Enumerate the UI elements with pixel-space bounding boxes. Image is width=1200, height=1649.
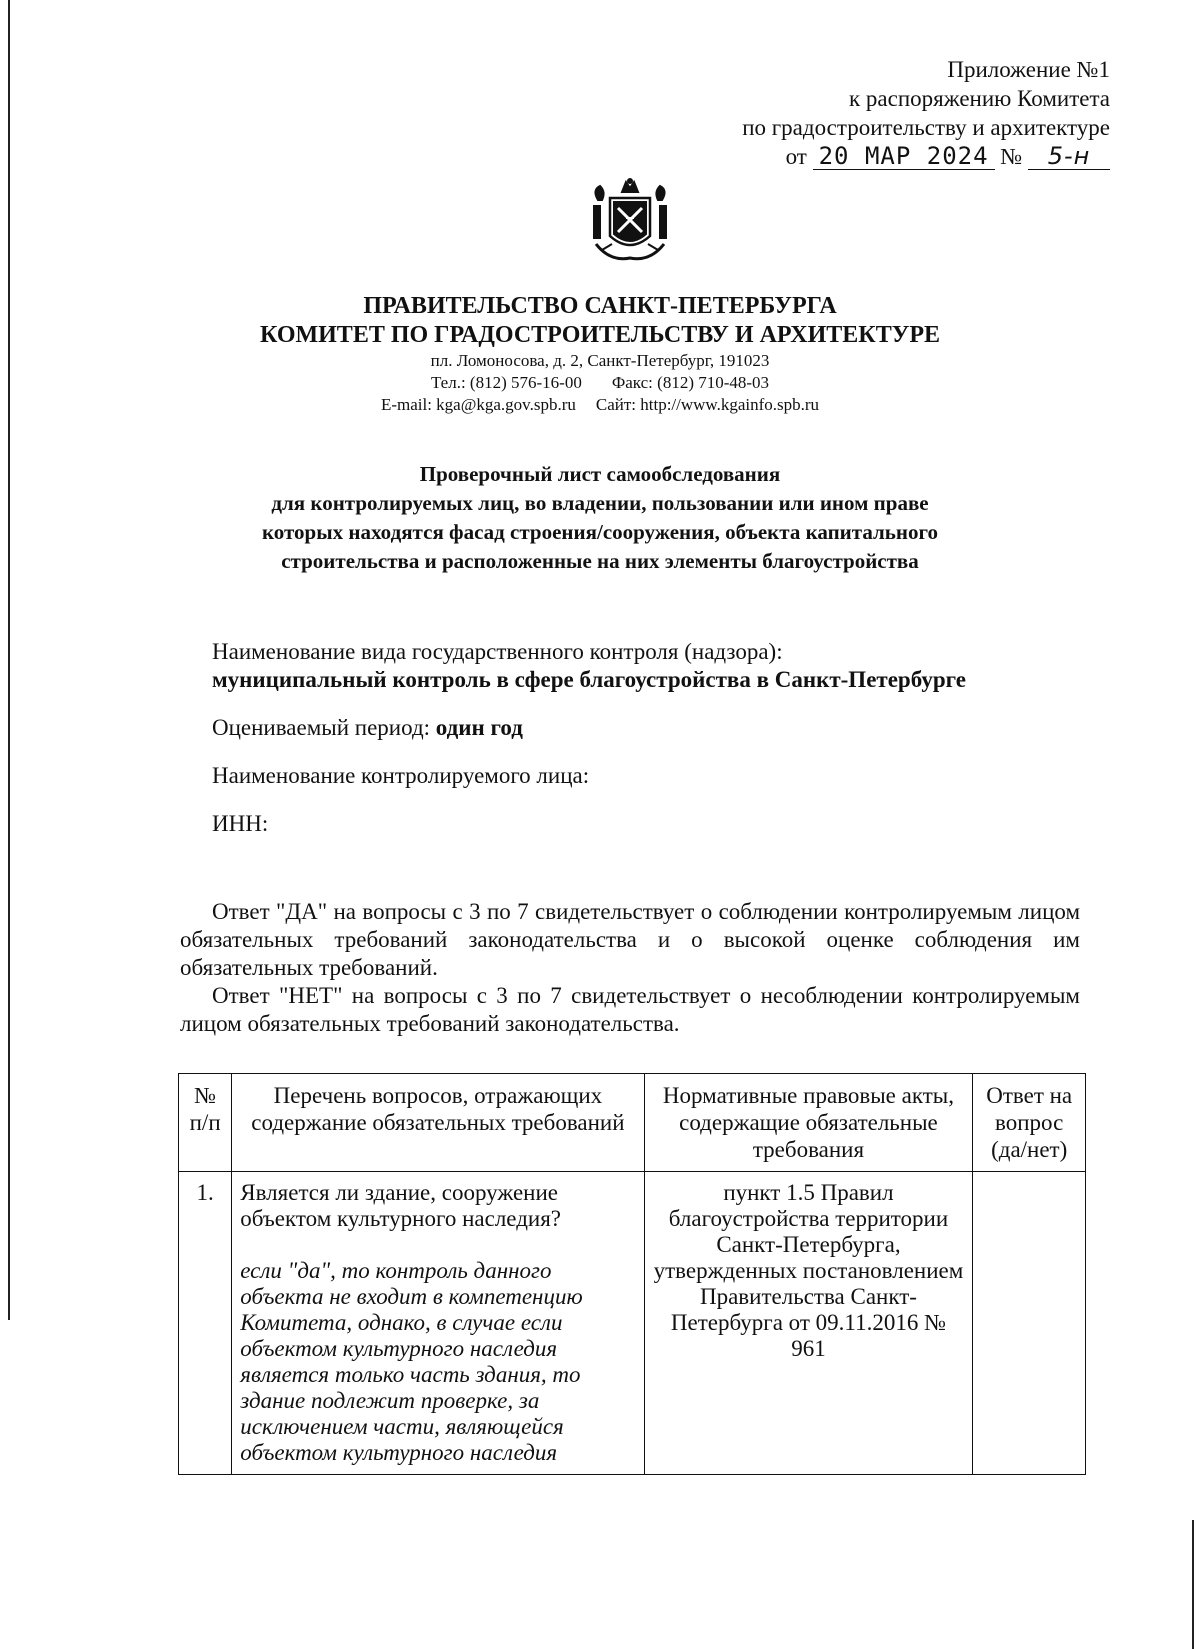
committee-name: КОМИТЕТ ПО ГРАДОСТРОИТЕЛЬСТВУ И АРХИТЕКТУРЕ	[260, 322, 940, 348]
scan-edge-left	[8, 0, 10, 1320]
appendix-date-row	[742, 142, 1110, 171]
form-fields	[212, 638, 966, 838]
org-address: пл. Ломоносова, д. 2, Санкт-Петербург, 191023	[430, 351, 770, 370]
entity-label: Наименование контролируемого лица:	[212, 763, 590, 788]
org-site: Сайт: http://www.kgainfo.spb.ru	[595, 395, 820, 414]
period-value: один год	[435, 715, 523, 740]
header-law: Нормативные правовые акты, содержащие обязательные требования	[644, 1074, 973, 1172]
control-type-label: Наименование вида государственного контроля (надзора):	[212, 639, 783, 664]
row-num: 1.	[179, 1172, 232, 1475]
order-date: 20 МАР 2024	[813, 143, 995, 170]
appendix-order: к распоряжению Комитета	[849, 86, 1110, 111]
inn-label: ИНН:	[212, 811, 269, 836]
coat-of-arms-icon	[586, 178, 674, 268]
appendix-committee: по градостроительству и архитектуре	[742, 115, 1110, 140]
period-row	[212, 714, 966, 742]
row-question: Является ли здание, сооружение объектом культурного наследия?	[240, 1180, 562, 1231]
row-question-note: если "да", то контроль данного объекта не входит в компетенцию Комитета, однако, в случае если объектом культурного наследия является только часть здания, то здание подлежит проверке, за исключением части, являющейся объектом культурного наследия	[240, 1258, 583, 1465]
note-no: Ответ "НЕТ" на вопросы с 3 по 7 свидетельствует о несоблюдении контролируемым лицом обязательных требований законодательства.	[180, 983, 1080, 1036]
row-answer-field[interactable]	[973, 1172, 1086, 1475]
table-row	[179, 1172, 1086, 1475]
org-phone-fax	[0, 372, 1200, 394]
appendix-title: Приложение №1	[947, 57, 1110, 82]
org-fax: Факс: (812) 710-48-03	[611, 373, 770, 392]
order-number: 5-н	[1028, 143, 1110, 170]
document-title-line-4: строительства и расположенные на них элементы благоустройства	[281, 549, 919, 573]
document-title-line-1: Проверочный лист самообследования	[419, 462, 781, 486]
number-prefix: №	[1000, 144, 1023, 169]
org-email-site	[0, 394, 1200, 416]
org-email: E-mail: kga@kga.gov.spb.ru	[380, 395, 576, 414]
header-answer: Ответ на вопрос (да/нет)	[973, 1074, 1086, 1172]
period-label: Оцениваемый период:	[212, 715, 431, 740]
scan-edge-right	[1192, 1520, 1194, 1649]
note-yes: Ответ "ДА" на вопросы с 3 по 7 свидетельствует о соблюдении контролируемым лицом обязательных требований законодательства и о высокой оценке соблюдения им обязательных требований.	[180, 899, 1080, 980]
org-header	[0, 292, 1200, 416]
org-phone: Тел.: (812) 576-16-00	[430, 373, 582, 392]
header-question: Перечень вопросов, отражающих содержание обязательных требований	[232, 1074, 644, 1172]
row-law: пункт 1.5 Правил благоустройства территории Санкт-Петербурга, утвержденных постановлением Правительства Санкт-Петербурга от 09.11.2016 № 961	[644, 1172, 973, 1475]
date-prefix: от	[785, 144, 807, 169]
checklist-table	[178, 1073, 1086, 1475]
table-header-row	[179, 1074, 1086, 1172]
row-question-cell	[232, 1172, 644, 1475]
government-name: ПРАВИТЕЛЬСТВО САНКТ-ПЕТЕРБУРГА	[363, 293, 837, 319]
control-type-value: муниципальный контроль в сфере благоустройства в Санкт-Петербурге	[212, 667, 966, 692]
answer-notes	[180, 898, 1080, 1038]
appendix-block	[742, 55, 1110, 171]
document-title	[0, 460, 1200, 576]
document-title-line-3: которых находятся фасад строения/сооружения, объекта капитального	[261, 520, 939, 544]
document-title-line-2: для контролируемых лиц, во владении, пользовании или ином праве	[271, 491, 929, 515]
header-num: № п/п	[179, 1074, 232, 1172]
